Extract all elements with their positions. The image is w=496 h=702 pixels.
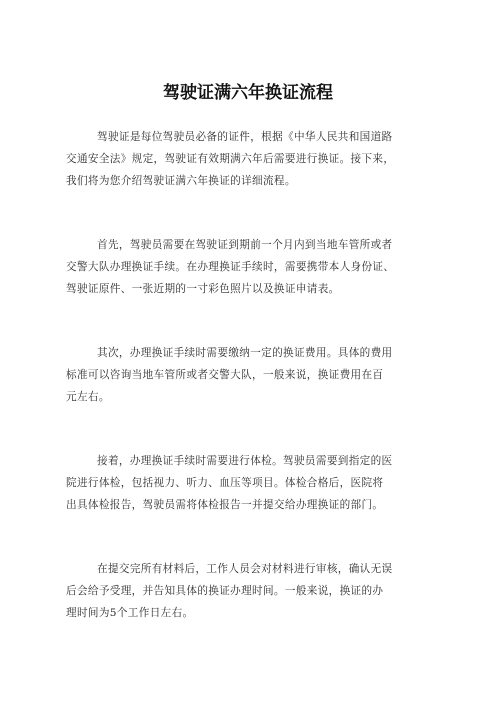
paragraph-line: 元左右。 bbox=[66, 391, 110, 403]
paragraph-line: 其次，办理换证手续时需要缴纳一定的换证费用。具体的费用 bbox=[97, 347, 393, 359]
paragraph-line: 驾驶证原件、一张近期的一寸彩色照片以及换证申请表。 bbox=[66, 283, 340, 295]
paragraph-line: 交通安全法》规定，驾驶证有效期满六年后需要进行换证。接下来， bbox=[66, 153, 395, 165]
paragraph-line: 在提交完所有材料后，工作人员会对材料进行审核，确认无误 bbox=[97, 563, 393, 575]
paragraph-line: 交警大队办理换证手续。在办理换证手续时，需要携带本人身份证、 bbox=[66, 261, 395, 273]
paragraph-line: 我们将为您介绍驾驶证满六年换证的详细流程。 bbox=[66, 175, 296, 187]
paragraph-line: 首先，驾驶员需要在驾驶证到期前一个月内到当地车管所或者 bbox=[97, 239, 393, 251]
paragraph-line: 驾驶证是每位驾驶员必备的证件，根据《中华人民共和国道路 bbox=[97, 131, 393, 143]
paragraph-line: 院进行体检，包括视力、听力、血压等项目。体检合格后，医院将 bbox=[66, 477, 384, 489]
paragraph-line: 标准可以咨询当地车管所或者交警大队，一般来说，换证费用在百 bbox=[66, 369, 384, 381]
paragraph-line: 出具体检报告，驾驶员需将体检报告一并提交给办理换证的部门。 bbox=[66, 499, 384, 511]
document-title: 驾驶证满六年换证流程 bbox=[163, 83, 333, 103]
paragraph-line: 后会给予受理，并告知具体的换证办理时间。一般来说，换证的办 bbox=[66, 585, 384, 597]
paragraph-line: 接着，办理换证手续时需要进行体检。驾驶员需要到指定的医 bbox=[97, 455, 393, 467]
paragraph-line: 理时间为5个工作日左右。 bbox=[66, 607, 194, 619]
